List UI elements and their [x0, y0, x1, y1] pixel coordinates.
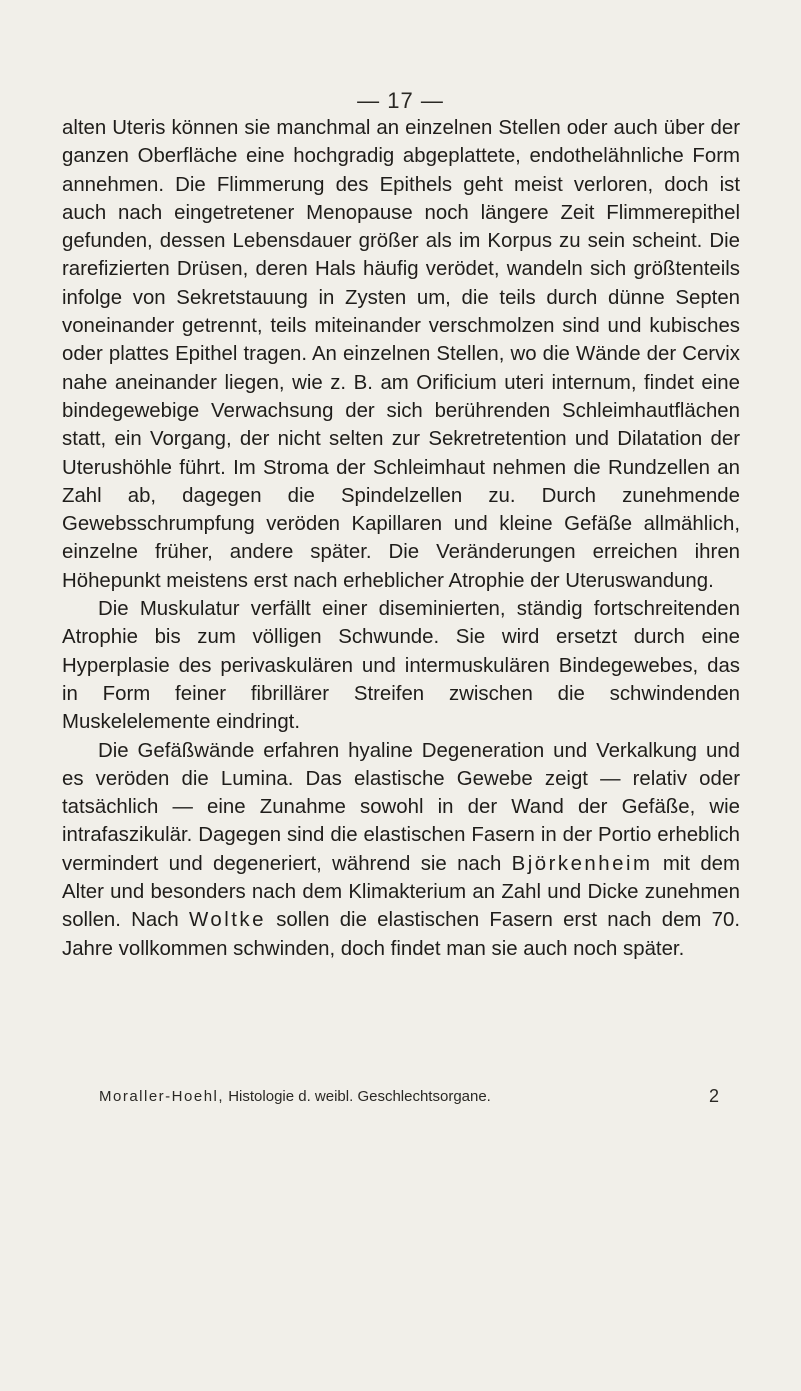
- page-footer: [99, 1088, 719, 1105]
- footer-book-title: Histologie d. weibl. Geschlechtsorgane.: [224, 1088, 491, 1105]
- author-name-bjorkenheim: Björkenheim: [511, 852, 653, 875]
- signature-mark: 2: [708, 1086, 719, 1106]
- footer-author: Moraller-Hoehl,: [99, 1088, 225, 1105]
- paragraph-3-text-c: sollen die elastischen Fasern erst nach dem 70. Jahre vollkommen schwinden, doch findet man sie auch noch später.: [62, 909, 740, 960]
- page-number: — 17 —: [357, 88, 444, 113]
- paragraph-3-text-a: Die Gefäßwände erfahren hyaline Degeneration und Verkalkung und es veröden die Lumina. Das elastische Gewebe zeigt — relativ oder tatsächlich — eine Zunahme sowohl in der Wand der Gefäße, wie intrafaszikulär. Dagegen sind die elastischen Fasern in der Portio erheblich vermindert und degeneriert, während sie nach: [62, 739, 740, 875]
- paragraph-3-text-b: mit dem Alter und besonders nach dem Klimakterium an Zahl und Dicke zunehmen sollen. Nach: [62, 852, 740, 932]
- paragraph-3: [62, 737, 740, 963]
- paragraph-2-text: Die Muskulatur verfällt einer diseminierten, ständig fortschreitenden Atrophie bis zum völligen Schwunde. Sie wird ersetzt durch eine Hyperplasie des perivaskulären und intermuskulären Bindegewebes, das in Form feiner fibrillärer Streifen zwischen die schwindenden Muskelelemente eindringt.: [62, 598, 740, 734]
- paragraph-1: [62, 114, 740, 595]
- author-name-woltke: Woltke: [189, 909, 266, 932]
- paragraph-1-text: alten Uteris können sie manchmal an einzelnen Stellen oder auch über der ganzen Oberfläche eine hochgradig abgeplattete, endothelähnliche Form annehmen. Die Flimmerung des Epithels geht meist verloren, doch ist auch nach eingetretener Menopause noch längere Zeit Flimmerepithel gefunden, dessen Lebensdauer größer als im Korpus zu sein scheint. Die rarefizierten Drüsen, deren Hals häufig verödet, wandeln sich größtenteils infolge von Sekretstauung in Zysten um, die teils durch dünne Septen voneinander getrennt, teils miteinander verschmolzen sind und kubisches oder plattes Epithel tragen. An einzelnen Stellen, wo die Wände der Cervix nahe aneinander liegen, wie z. B. am Orificium uteri internum, findet eine bindegewebige Verwachsung der sich berührenden Schleimhautflächen statt, ein Vorgang, der nicht selten zur Sekretretention und Dilatation der Uterushöhle führt. Im Stroma der Schleimhaut nehmen die Rundzellen an Zahl ab, dagegen die Spindelzellen zu. Durch zunehmende Gewebsschrumpfung veröden Kapillaren und kleine Gefäße allmählich, einzelne früher, andere später. Die Veränderungen erreichen ihren Höhepunkt meistens erst nach erheblicher Atrophie der Uteruswandung.: [62, 117, 740, 592]
- paragraph-2: [62, 595, 740, 736]
- body-text: [62, 114, 740, 963]
